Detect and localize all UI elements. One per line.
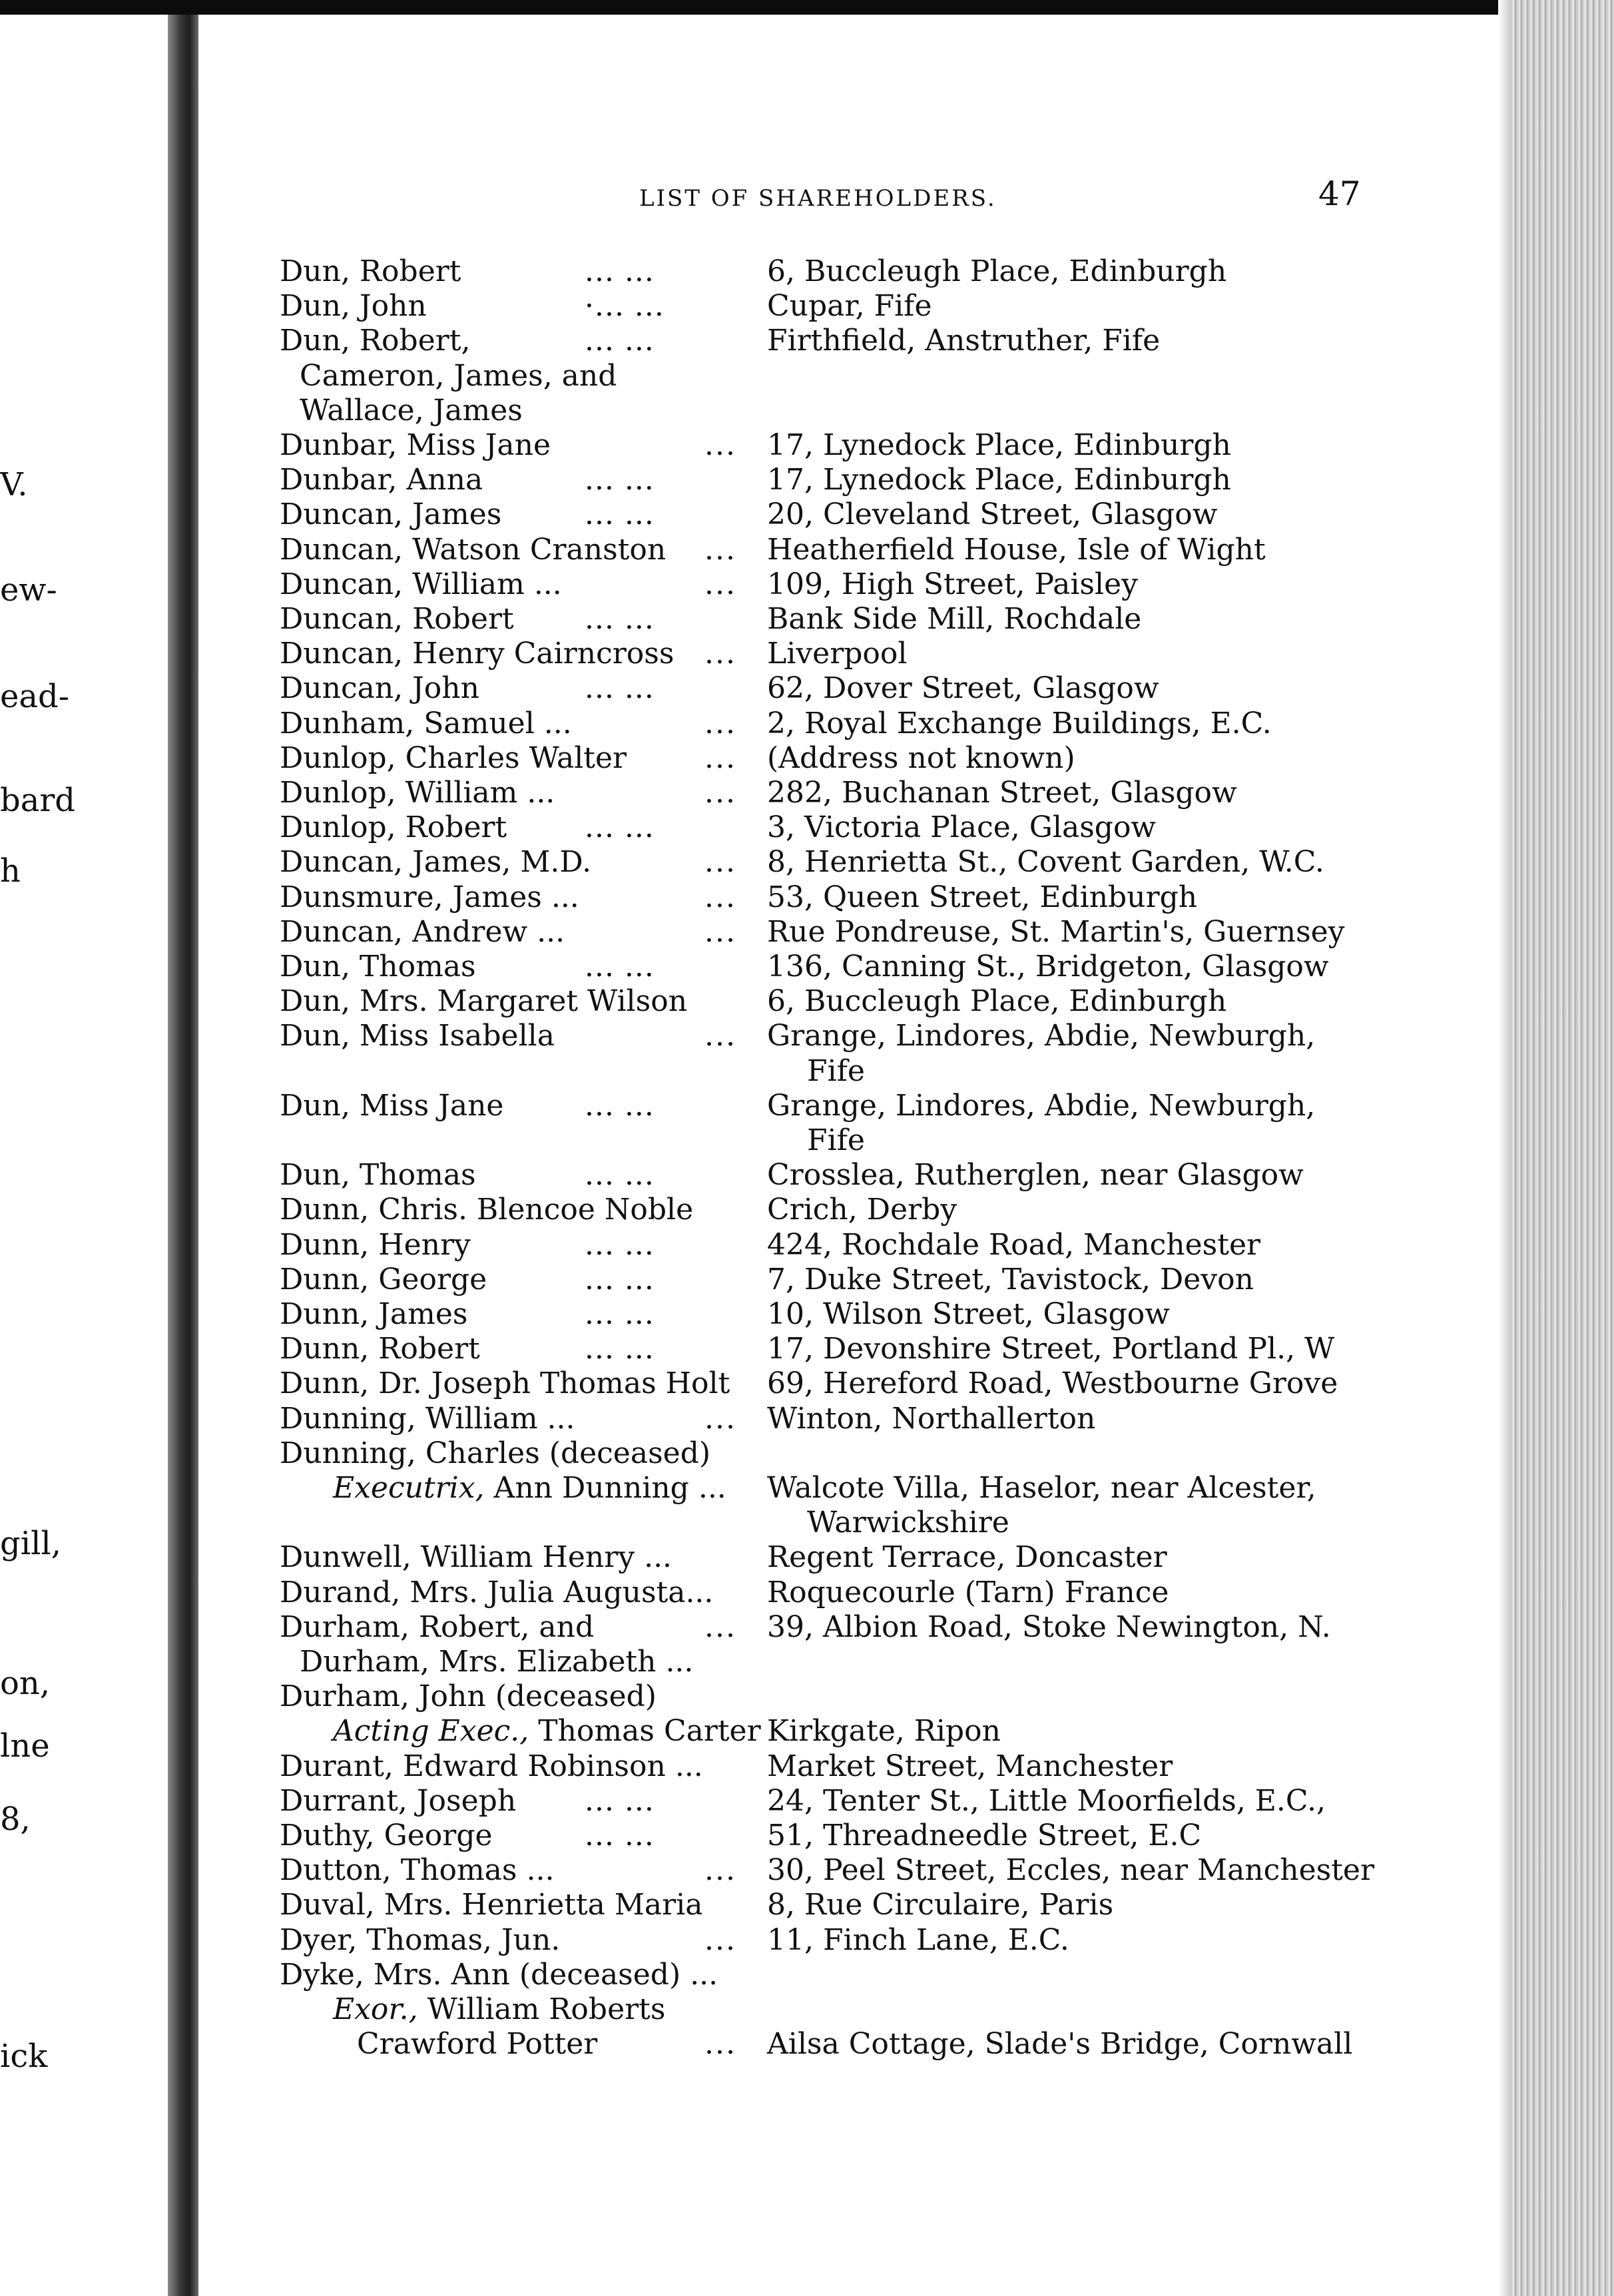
shareholder-name <box>280 1576 713 1610</box>
shareholder-address: 17, Devonshire Street, Portland Pl., W <box>767 1332 1335 1366</box>
name-text: Dunlop, Robert <box>280 810 507 844</box>
shareholder-address: 69, Hereford Road, Westbourne Grove <box>767 1366 1338 1400</box>
name-text: Dyer, Thomas, Jun. <box>280 1923 561 1957</box>
shareholder-name <box>280 1297 467 1332</box>
shareholder-name <box>280 1610 594 1645</box>
name-text: Dunsmure, James ... <box>280 880 579 914</box>
name-text: Dunlop, Charles Walter <box>280 741 627 775</box>
shareholder-name <box>333 1471 726 1506</box>
shareholder-name <box>280 671 479 706</box>
name-text: Cameron, James, and <box>300 359 617 393</box>
leader-dots: ... <box>704 1853 736 1887</box>
shareholder-address: Rue Pondreuse, St. Martin's, Guernsey <box>767 915 1345 949</box>
name-text: Dunbar, Anna <box>280 463 483 497</box>
shareholder-name <box>357 2027 597 2062</box>
shareholder-name <box>280 984 687 1019</box>
leader-dots: ... ... <box>585 254 655 288</box>
leader-dots: ... ... <box>585 1332 655 1366</box>
shareholder-address: Fife <box>807 1054 865 1088</box>
shareholder-address: Cupar, Fife <box>767 289 932 323</box>
name-text: Dyke, Mrs. Ann (deceased) ... <box>280 1958 718 1992</box>
name-text: Durham, Robert, and <box>280 1610 595 1644</box>
name-text: Durand, Mrs. Julia Augusta... <box>280 1576 714 1609</box>
leader-dots: ... ... <box>585 1819 655 1853</box>
shareholder-name <box>280 324 470 358</box>
margin-fragment: gill, <box>0 1525 62 1562</box>
shareholder-address: Winton, Northallerton <box>767 1402 1096 1436</box>
name-text: Dunham, Samuel ... <box>280 707 572 740</box>
name-text: Dun, Robert, <box>280 324 471 358</box>
shareholder-address: 62, Dover Street, Glasgow <box>767 671 1159 705</box>
shareholder-address: 17, Lynedock Place, Edinburgh <box>767 428 1231 462</box>
name-text: Dutton, Thomas ... <box>280 1853 555 1887</box>
name-text: Duncan, William ... <box>280 567 562 601</box>
shareholder-name <box>280 289 427 324</box>
shareholder-name <box>280 1263 487 1297</box>
leader-dots: ... ... <box>585 671 655 705</box>
shareholder-name <box>280 602 514 637</box>
name-text: Dun, Thomas <box>280 1158 476 1192</box>
name-text: Durham, John (deceased) <box>280 1679 657 1713</box>
shareholder-address: 3, Victoria Place, Glasgow <box>767 810 1157 844</box>
shareholder-name <box>280 1193 693 1227</box>
shareholder-address: Regent Terrace, Doncaster <box>767 1540 1167 1574</box>
name-text: Thomas Carter <box>538 1714 761 1748</box>
shareholder-address: 20, Cleveland Street, Glasgow <box>767 497 1218 531</box>
name-text: Crawford Potter <box>357 2027 598 2061</box>
shareholder-address: Walcote Villa, Haselor, near Alcester, <box>767 1471 1316 1505</box>
leader-dots: ... <box>704 845 736 879</box>
name-text: Dun, John <box>280 289 427 323</box>
shareholder-address: 39, Albion Road, Stoke Newington, N. <box>767 1610 1331 1644</box>
shareholder-address: Market Street, Manchester <box>767 1749 1173 1783</box>
shareholder-name <box>280 707 572 741</box>
shareholder-address: Crosslea, Rutherglen, near Glasgow <box>767 1158 1304 1192</box>
name-text: Durant, Edward Robinson ... <box>280 1749 703 1783</box>
shareholder-name <box>280 1784 516 1819</box>
shareholder-address: 8, Henrietta St., Covent Garden, W.C. <box>767 845 1324 879</box>
shareholder-address: 51, Threadneedle Street, E.C <box>767 1819 1202 1853</box>
shareholder-name <box>280 1436 710 1471</box>
margin-fragment: on, <box>0 1665 51 1702</box>
shareholder-address: Ailsa Cottage, Slade's Bridge, Cornwall <box>767 2027 1353 2061</box>
shareholder-address: Grange, Lindores, Abdie, Newburgh, <box>767 1089 1316 1123</box>
shareholder-name <box>280 1402 575 1436</box>
margin-fragment: bard <box>0 782 76 819</box>
name-text: Dun, Robert <box>280 254 461 288</box>
name-text: Duncan, Robert <box>280 602 514 636</box>
leader-dots: ... <box>704 637 736 671</box>
name-text: Duncan, Watson Cranston <box>280 533 667 567</box>
name-text: Dunlop, William ... <box>280 776 555 810</box>
page-number: 47 <box>1318 174 1361 213</box>
margin-fragment: ick <box>0 2038 48 2075</box>
leader-dots: ... ... <box>585 463 655 497</box>
running-head: LIST OF SHAREHOLDERS. <box>639 185 997 212</box>
role-label: Acting Exec., <box>333 1714 529 1748</box>
leader-dots: ... <box>704 567 736 601</box>
shareholder-name <box>280 845 591 880</box>
scan-top-border <box>0 0 1614 15</box>
shareholder-address: 11, Finch Lane, E.C. <box>767 1923 1069 1957</box>
shareholder-address: 53, Queen Street, Edinburgh <box>767 880 1198 914</box>
shareholder-name <box>333 1992 665 2027</box>
name-text: Durrant, Joseph <box>280 1784 517 1818</box>
leader-dots: ... <box>704 1019 736 1053</box>
shareholder-address: 6, Buccleugh Place, Edinburgh <box>767 254 1227 288</box>
leader-dots: ... ... <box>585 324 655 358</box>
shareholder-address: 30, Peel Street, Eccles, near Manchester <box>767 1853 1374 1887</box>
shareholder-address: 136, Canning St., Bridgeton, Glasgow <box>767 950 1329 984</box>
leader-dots: ... <box>704 1923 736 1957</box>
page-edges <box>1511 0 1614 2296</box>
shareholder-address: 6, Buccleugh Place, Edinburgh <box>767 984 1227 1018</box>
shareholder-name <box>280 1540 672 1575</box>
leader-dots: ... ... <box>585 1228 655 1262</box>
leader-dots: ... ... <box>585 602 655 636</box>
leader-dots: ... ... <box>585 497 655 531</box>
shareholder-name <box>300 394 523 428</box>
name-text: Duncan, Henry Cairncross <box>280 637 674 671</box>
shareholder-name <box>280 1332 480 1366</box>
name-text: Dunn, Henry <box>280 1228 471 1262</box>
shareholder-name <box>280 428 551 463</box>
shareholder-address: 7, Duke Street, Tavistock, Devon <box>767 1263 1254 1296</box>
name-text: Dunbar, Miss Jane <box>280 428 551 462</box>
role-label: Exor., <box>333 1992 418 2026</box>
leader-dots: ... <box>704 1402 736 1436</box>
shareholder-name <box>300 1645 693 1679</box>
shareholder-address: Kirkgate, Ripon <box>767 1714 1001 1748</box>
shareholder-address: Liverpool <box>767 637 908 671</box>
name-text: Duncan, James, M.D. <box>280 845 592 879</box>
leader-dots: ... <box>704 428 736 462</box>
shareholder-address: 2, Royal Exchange Buildings, E.C. <box>767 707 1272 740</box>
leader-dots: ... ... <box>585 1784 655 1818</box>
shareholder-name <box>280 637 674 671</box>
leader-dots: ... <box>704 1610 736 1644</box>
shareholder-address: 109, High Street, Paisley <box>767 567 1138 601</box>
shareholder-name <box>280 1019 555 1053</box>
name-text: Ann Dunning ... <box>493 1471 726 1505</box>
shareholder-address: 424, Rochdale Road, Manchester <box>767 1228 1261 1262</box>
name-text: Dunn, Chris. Blencoe Noble <box>280 1193 694 1227</box>
shareholder-name <box>280 880 579 915</box>
name-text: Wallace, James <box>300 394 523 428</box>
leader-dots: ... ... <box>585 1263 655 1296</box>
shareholder-name <box>280 1158 476 1193</box>
margin-fragment: lne <box>0 1727 50 1765</box>
margin-fragment: ead- <box>0 678 69 715</box>
shareholder-name <box>280 463 483 497</box>
shareholder-name <box>280 1749 703 1784</box>
shareholder-name <box>280 741 627 776</box>
margin-fragment: V. <box>0 466 28 503</box>
leader-dots: ... <box>704 2027 736 2061</box>
name-text: Dun, Mrs. Margaret Wilson <box>280 984 688 1018</box>
shareholder-name <box>280 1853 554 1888</box>
name-text: Dunn, James <box>280 1297 468 1331</box>
shareholder-name <box>280 950 476 984</box>
shareholder-address: 17, Lynedock Place, Edinburgh <box>767 463 1231 497</box>
shareholder-name <box>333 1714 761 1749</box>
shareholder-address: Fife <box>807 1123 865 1157</box>
margin-fragment: h <box>0 852 21 890</box>
leader-dots: ... ... <box>585 1297 655 1331</box>
name-text: Dun, Miss Isabella <box>280 1019 555 1053</box>
shareholder-address: Crich, Derby <box>767 1193 957 1227</box>
name-text: Durham, Mrs. Elizabeth ... <box>300 1645 694 1679</box>
name-text: William Roberts <box>427 1992 666 2026</box>
leader-dots: ... <box>704 707 736 740</box>
shareholder-address: 282, Buchanan Street, Glasgow <box>767 776 1237 810</box>
shareholder-name <box>300 359 617 394</box>
name-text: Duncan, Andrew ... <box>280 915 565 949</box>
leader-dots: ... <box>704 776 736 810</box>
shareholder-name <box>280 1923 560 1958</box>
leader-dots: ... <box>704 741 736 775</box>
leader-dots: ... <box>704 915 736 949</box>
shareholder-name <box>280 1366 730 1401</box>
name-text: Dunn, George <box>280 1263 487 1296</box>
leader-dots: ... <box>704 533 736 567</box>
shareholder-name <box>280 810 507 845</box>
shareholder-address: Grange, Lindores, Abdie, Newburgh, <box>767 1019 1316 1053</box>
shareholder-address: Warwickshire <box>807 1506 1009 1540</box>
shareholder-name <box>280 497 501 532</box>
name-text: Duncan, John <box>280 671 479 705</box>
margin-fragment: ew- <box>0 571 57 609</box>
book-spine-shadow <box>168 15 198 2296</box>
margin-fragment: 8, <box>0 1801 31 1838</box>
leader-dots: ... ... <box>585 810 655 844</box>
shareholder-name <box>280 1679 657 1714</box>
leader-dots: ... ... <box>585 1158 655 1192</box>
shareholder-address: Firthfield, Anstruther, Fife <box>767 324 1161 358</box>
name-text: Duncan, James <box>280 497 502 531</box>
name-text: Dunn, Dr. Joseph Thomas Holt <box>280 1366 730 1400</box>
shareholder-address: 8, Rue Circulaire, Paris <box>767 1888 1114 1922</box>
name-text: Dunn, Robert <box>280 1332 480 1366</box>
shareholder-name <box>280 776 555 810</box>
name-text: Duval, Mrs. Henrietta Maria <box>280 1888 703 1922</box>
leader-dots: ... ... <box>585 1089 655 1123</box>
role-label: Executrix, <box>333 1471 485 1505</box>
leader-dots: ·... ... <box>585 289 665 323</box>
shareholder-name <box>280 567 562 602</box>
shareholder-name <box>280 533 666 567</box>
name-text: Dunning, Charles (deceased) <box>280 1436 711 1470</box>
shareholder-name <box>280 254 461 289</box>
leader-dots: ... ... <box>585 950 655 984</box>
shareholder-name <box>280 1819 493 1853</box>
name-text: Dun, Thomas <box>280 950 476 984</box>
shareholder-address: (Address not known) <box>767 741 1075 775</box>
shareholder-name <box>280 1958 718 1992</box>
shareholder-address: Bank Side Mill, Rochdale <box>767 602 1142 636</box>
shareholder-name <box>280 1888 703 1922</box>
shareholder-address: 10, Wilson Street, Glasgow <box>767 1297 1170 1331</box>
shareholder-name <box>280 1089 503 1123</box>
name-text: Dunwell, William Henry ... <box>280 1540 672 1574</box>
shareholder-address: Roquecourle (Tarn) France <box>767 1576 1169 1609</box>
shareholder-name <box>280 915 565 950</box>
name-text: Dun, Miss Jane <box>280 1089 504 1123</box>
name-text: Duthy, George <box>280 1819 493 1853</box>
name-text: Dunning, William ... <box>280 1402 575 1436</box>
shareholder-name <box>280 1228 471 1263</box>
shareholder-address: Heatherfield House, Isle of Wight <box>767 533 1266 567</box>
leader-dots: ... <box>704 880 736 914</box>
shareholder-address: 24, Tenter St., Little Moorfields, E.C., <box>767 1784 1326 1818</box>
